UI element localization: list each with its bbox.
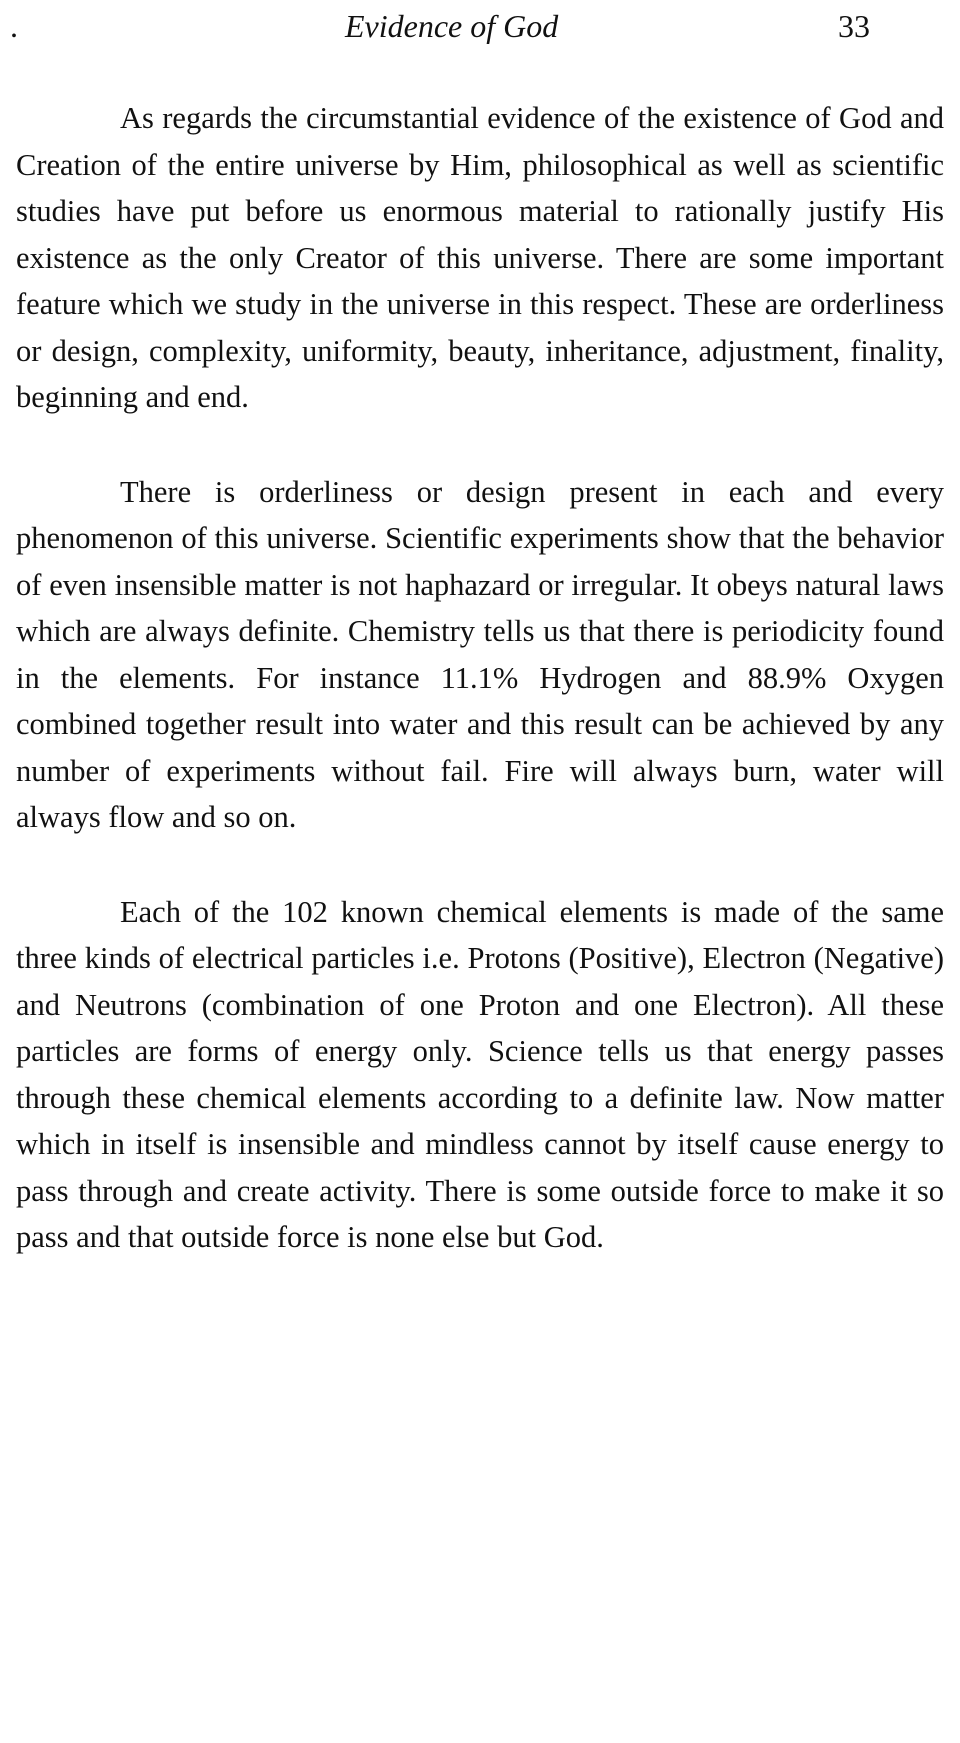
running-title: Evidence of God [345, 8, 559, 44]
header-dot: . [10, 8, 18, 44]
page-header [0, 8, 960, 52]
paragraph-2: There is orderliness or design present in each and every phenomenon of this universe. Scientific experiments show that the behavior of even insensible matter is not haphazard or irregular. It obeys natural laws which are always definite. Chemistry tells us that there is periodicity found in the elements. For instance 11.1% Hydrogen and 88.9% Oxygen combined together result into water and this result can be achieved by any number of experiments without fail. Fire will always burn, water will always flow and so on. [16, 474, 944, 834]
body-text [16, 95, 944, 1309]
paragraph-1: As regards the circumstantial evidence of the existence of God and Creation of the entire universe by Him, philosophical as well as scientific studies have put before us enormous material to rationally justify His existence as the only Creator of this universe. There are some important feature which we study in the universe in this respect. These are orderliness or design, complexity, uniformity, beauty, inheritance, adjustment, finality, beginning and end. [16, 101, 944, 414]
paragraph-3: Each of the 102 known chemical elements is made of the same three kinds of electrical particles i.e. Protons (Positive), Electron (Negative) and Neutrons (combination of one Proton and one Electron). All these particles are forms of energy only. Science tells us that energy passes through these chemical elements according to a definite law. Now matter which in itself is insensible and mindless cannot by itself cause energy to pass through and create activity. There is some outside force to make it so pass and that outside force is none else but God. [16, 894, 944, 1254]
page-number: 33 [838, 8, 870, 44]
